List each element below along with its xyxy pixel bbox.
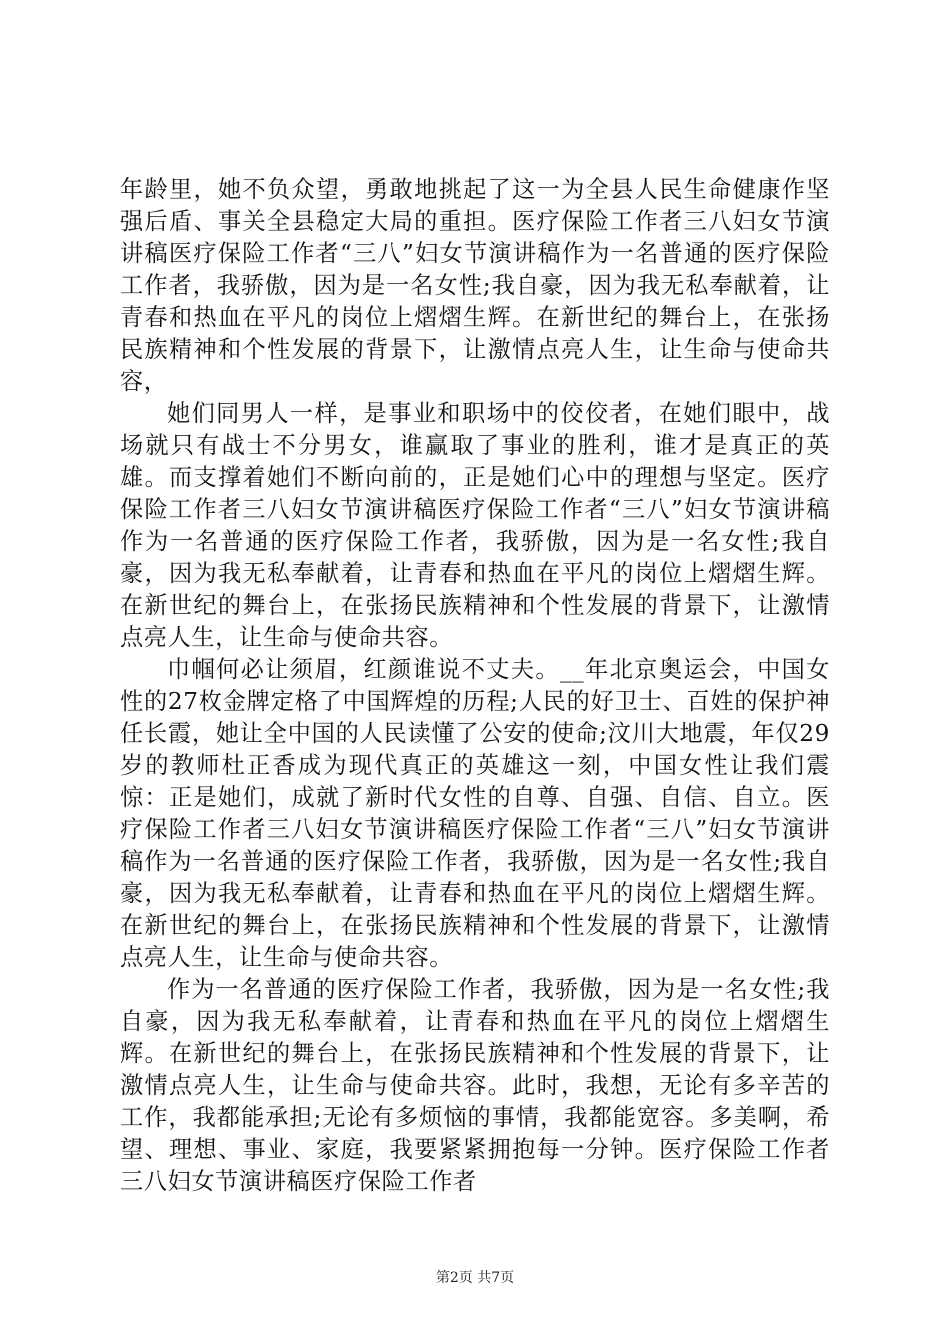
document-body: [120, 174, 830, 1198]
page-number-footer: 第2页 共7页: [435, 1270, 515, 1286]
paragraph-3: 巾帼何必让须眉，红颜谁说不丈夫。__年北京奥运会，中国女性的27枚金牌定格了中国辉煌的历程;人民的好卫士、百姓的保护神任长霞，她让全中国的人民读懂了公安的使命;汶川大地震，年仅29岁的教师杜正香成为现代真正的英雄这一刻，中国女性让我们震惊：正是她们，成就了新时代女性的自尊、自强、自信、自立。医疗保险工作者三八妇女节演讲稿医疗保险工作者“三八”妇女节演讲稿作为一名普通的医疗保险工作者，我骄傲，因为是一名女性;我自豪，因为我无私奉献着，让青春和热血在平凡的岗位上熠熠生辉。在新世纪的舞台上，在张扬民族精神和个性发展的背景下，让激情点亮人生，让生命与使命共容。: [120, 656, 830, 971]
paragraph-2: 她们同男人一样，是事业和职场中的佼佼者，在她们眼中，战场就只有战士不分男女，谁赢取了事业的胜利，谁才是真正的英雄。而支撑着她们不断向前的，正是她们心中的理想与坚定。医疗保险工作者三八妇女节演讲稿医疗保险工作者“三八”妇女节演讲稿作为一名普通的医疗保险工作者，我骄傲，因为是一名女性;我自豪，因为我无私奉献着，让青春和热血在平凡的岗位上熠熠生辉。在新世纪的舞台上，在张扬民族精神和个性发展的背景下，让激情点亮人生，让生命与使命共容。: [120, 400, 830, 651]
paragraph-1: 年龄里，她不负众望，勇敢地挑起了这一为全县人民生命健康作坚强后盾、事关全县稳定大局的重担。医疗保险工作者三八妇女节演讲稿医疗保险工作者“三八”妇女节演讲稿作为一名普通的医疗保险工作者，我骄傲，因为是一名女性;我自豪，因为我无私奉献着，让青春和热血在平凡的岗位上熠熠生辉。在新世纪的舞台上，在张扬民族精神和个性发展的背景下，让激情点亮人生，让生命与使命共容，: [120, 176, 830, 395]
paragraph-4: 作为一名普通的医疗保险工作者，我骄傲，因为是一名女性;我自豪，因为我无私奉献着，让青春和热血在平凡的岗位上熠熠生辉。在新世纪的舞台上，在张扬民族精神和个性发展的背景下，让激情点亮人生，让生命与使命共容。此时，我想，无论有多辛苦的工作，我都能承担;无论有多烦恼的事情，我都能宽容。多美啊，希望、理想、事业、家庭，我要紧紧拥抱每一分钟。医疗保险工作者三八妇女节演讲稿医疗保险工作者: [120, 976, 830, 1195]
